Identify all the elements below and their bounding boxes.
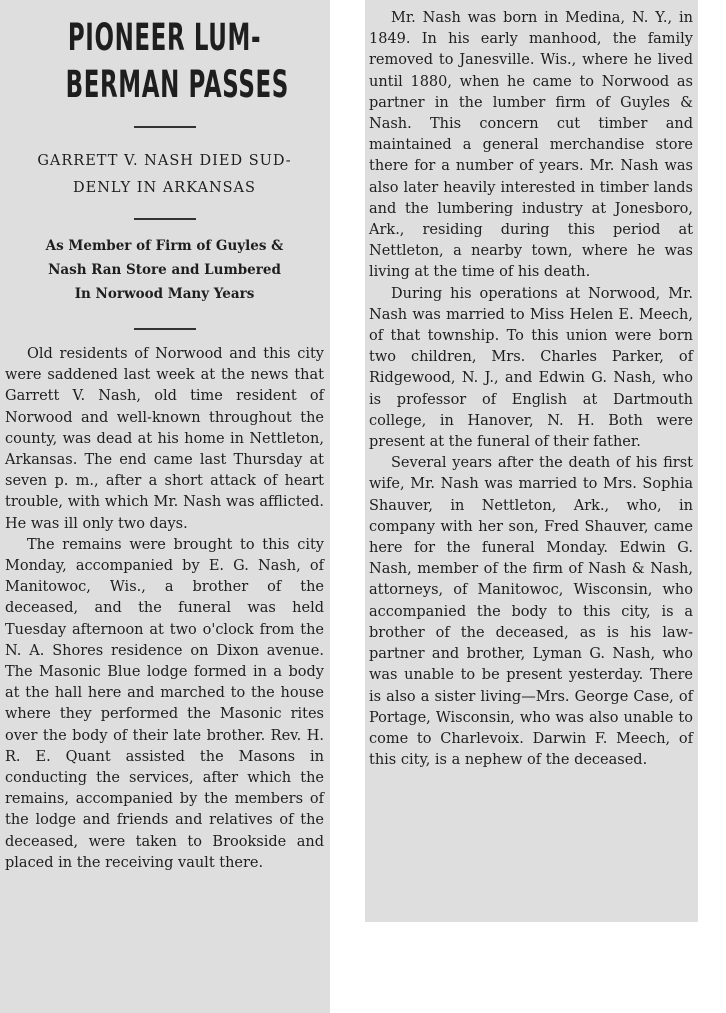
deck-line-2: DENLY IN ARKANSAS (73, 180, 256, 196)
subhead-line-1: As Member of Firm of Guyles & (45, 238, 284, 254)
subhead-line-2: Nash Ran Store and Lumbered (48, 262, 281, 278)
deck-line-1: GARRETT V. NASH DIED SUD- (37, 153, 292, 169)
article-body-left (5, 344, 324, 874)
subhead-line-3: In Norwood Many Years (74, 286, 255, 302)
headline-line-1: PIONEER LUM- (67, 16, 262, 59)
paragraph: Mr. Nash was born in Medina, N. Y., in 1849. In his early manhood, the family removed to Janesville. Wis., where he lived until 1880, when he came to Norwood as partner in the lumber firm of Guyles & Nash. This concern cut timber and maintained a general merchandise store there for a number of years. Mr. Nash was also later heavily interested in timber lands and the lumbering industry at Jonesboro, Ark., residing during this period at Nettleton, a nearby town, where he was living at the time of his death. (369, 10, 693, 281)
headline-line-2: BERMAN PASSES (65, 63, 289, 106)
article-body-right (369, 8, 693, 771)
paragraph: During his operations at Norwood, Mr. Nash was married to Miss Helen E. Meech, of that township. To this union were born two children, Mrs. Charles Parker, of Ridgewood, N. J., and Edwin G. Nash, who is professor of English at Dartmouth college, in Hanover, N. H. Both were present at the funeral of their father. (369, 285, 693, 451)
paragraph: The remains were brought to this city Monday, accompanied by E. G. Nash, of Manitowoc, Wis., a brother of the deceased, and the funeral was held Tuesday afternoon at two o'clock from the N. A. Shores residence on Dixon avenue. The Masonic Blue lodge formed in a body at the hall here and marched to the house where they performed the Masonic rites over the body of their late brother. Rev. H. R. E. Quant assisted the Masons in conducting the services, after which the remains, accompanied by the members of the lodge and friends and relatives of the deceased, were taken to Brookside and placed in the receiving vault there. (5, 536, 324, 871)
article-column-left (0, 0, 330, 1013)
paragraph: Old residents of Norwood and this city were saddened last week at the news that Garrett V. Nash, old time resident of Norwood and well-known throughout the county, was dead at his home in Nettleton, Arkansas. The end came last Thursday at seven p. m., after a short attack of heart trouble, with which Mr. Nash was afflicted. He was ill only two days. (5, 346, 324, 532)
article-column-right (365, 0, 698, 922)
paragraph: Several years after the death of his first wife, Mr. Nash was married to Mrs. Sophia Shauver, in Nettleton, Ark., who, in company with her son, Fred Shauver, came here for the funeral Monday. Edwin G. Nash, member of the firm of Nash & Nash, attorneys, of Manitowoc, Wisconsin, who accompanied the body to this city, is a brother of the deceased, as is his law-partner and brother, Lyman G. Nash, who was unable to be present yesterday. There is also a sister living—Mrs. George Case, of Portage, Wisconsin, who was also unable to come to Charlevoix. Darwin F. Meech, of this city, is a nephew of the deceased. (369, 455, 693, 769)
